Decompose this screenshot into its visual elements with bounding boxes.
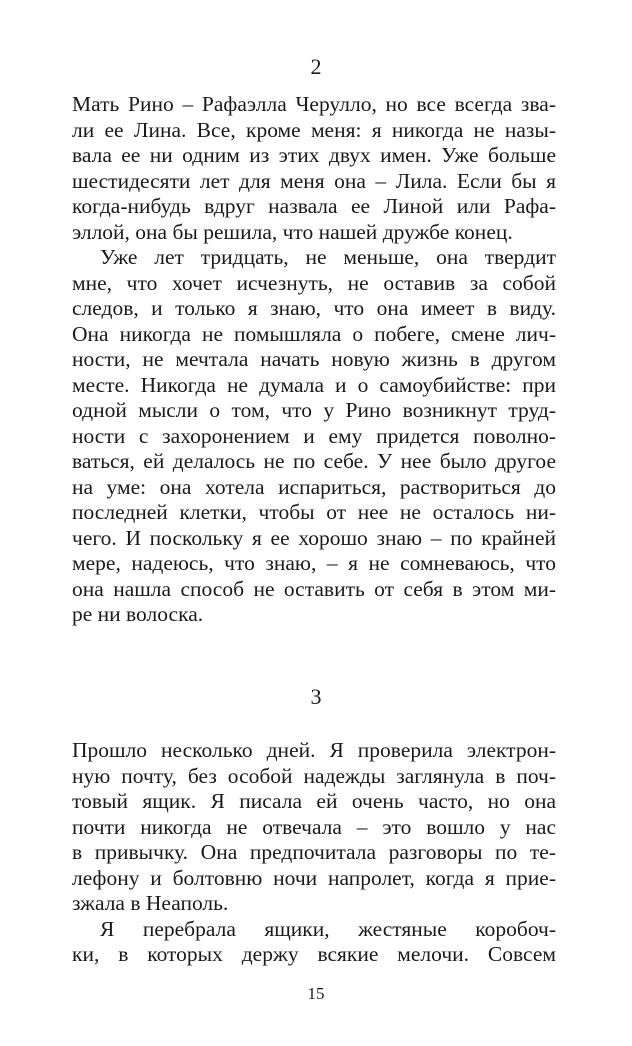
text-line: она нашла способ не оставить от себя в этом ми- bbox=[72, 576, 556, 601]
text-line: мере, надеюсь, что знаю, – я не сомневаюсь, что bbox=[72, 551, 556, 575]
chapter-text bbox=[72, 738, 556, 968]
chapter-text bbox=[72, 92, 556, 628]
text-line: ную почту, без особой надежды заглянула в поч- bbox=[72, 763, 556, 788]
text-line: когда-нибудь вдруг назвала ее Линой или Рафа- bbox=[72, 194, 556, 218]
chapter-number: 3 bbox=[310, 684, 322, 709]
text-line: Мать Рино – Рафаэлла Черулло, но все всегда зва- bbox=[72, 92, 556, 116]
chapter-number: 2 bbox=[310, 54, 322, 79]
text-line: одной мысли о том, что у Рино возникнут труд- bbox=[72, 398, 556, 422]
text-line: ности с захоронением и ему придется поволно- bbox=[72, 423, 556, 448]
text-line: ли ее Лина. Все, кроме меня: я никогда не назы- bbox=[72, 117, 556, 142]
text-line: ки, в которых держу всякие мелочи. Совсем bbox=[72, 942, 556, 966]
text-line: чего. И поскольку я ее хорошо знаю – по крайней bbox=[72, 525, 556, 550]
text-line: на уме: она хотела испариться, раствориться до bbox=[72, 474, 556, 499]
text-line: следов, и только я знаю, что она имеет в виду. bbox=[72, 296, 556, 320]
text-line: товый ящик. Я писала ей очень часто, но она bbox=[72, 789, 556, 813]
text-line: почти никогда не отвечала – это вошло у нас bbox=[72, 814, 556, 839]
text-line: месте. Никогда не думала и о самоубийстве: при bbox=[72, 372, 556, 397]
text-line: зжала в Неаполь. bbox=[72, 891, 229, 915]
text-line: вала ее ни одним из этих двух имен. Уже больше bbox=[72, 143, 556, 167]
text-line: Она никогда не помышляла о побеге, смене лич- bbox=[72, 321, 556, 346]
page-number: 15 bbox=[307, 984, 325, 1003]
text-line: мне, что хочет исчезнуть, не оставив за собой bbox=[72, 270, 556, 295]
text-line: эллой, она бы решила, что нашей дружбе конец. bbox=[72, 219, 513, 244]
text-line: ре ни волоска. bbox=[72, 602, 204, 626]
text-line: лефону и болтовню ночи напролет, когда я прие- bbox=[72, 865, 556, 890]
text-line: шестидесяти лет для меня она – Лила. Если бы я bbox=[72, 168, 556, 193]
text-line: в привычку. Она предпочитала разговоры по те- bbox=[72, 840, 556, 864]
text-line: ности, не мечтала начать новую жизнь в другом bbox=[72, 347, 556, 371]
text-line: Прошло несколько дней. Я проверила электрон- bbox=[72, 738, 556, 762]
text-line: последней клетки, чтобы от нее не осталось ни- bbox=[72, 500, 556, 524]
text-line: ваться, ей делалось не по себе. У нее было другое bbox=[72, 449, 556, 473]
text-line: Я перебрала ящики, жестяные коробоч- bbox=[100, 916, 556, 941]
text-line: Уже лет тридцать, не меньше, она твердит bbox=[100, 245, 556, 269]
